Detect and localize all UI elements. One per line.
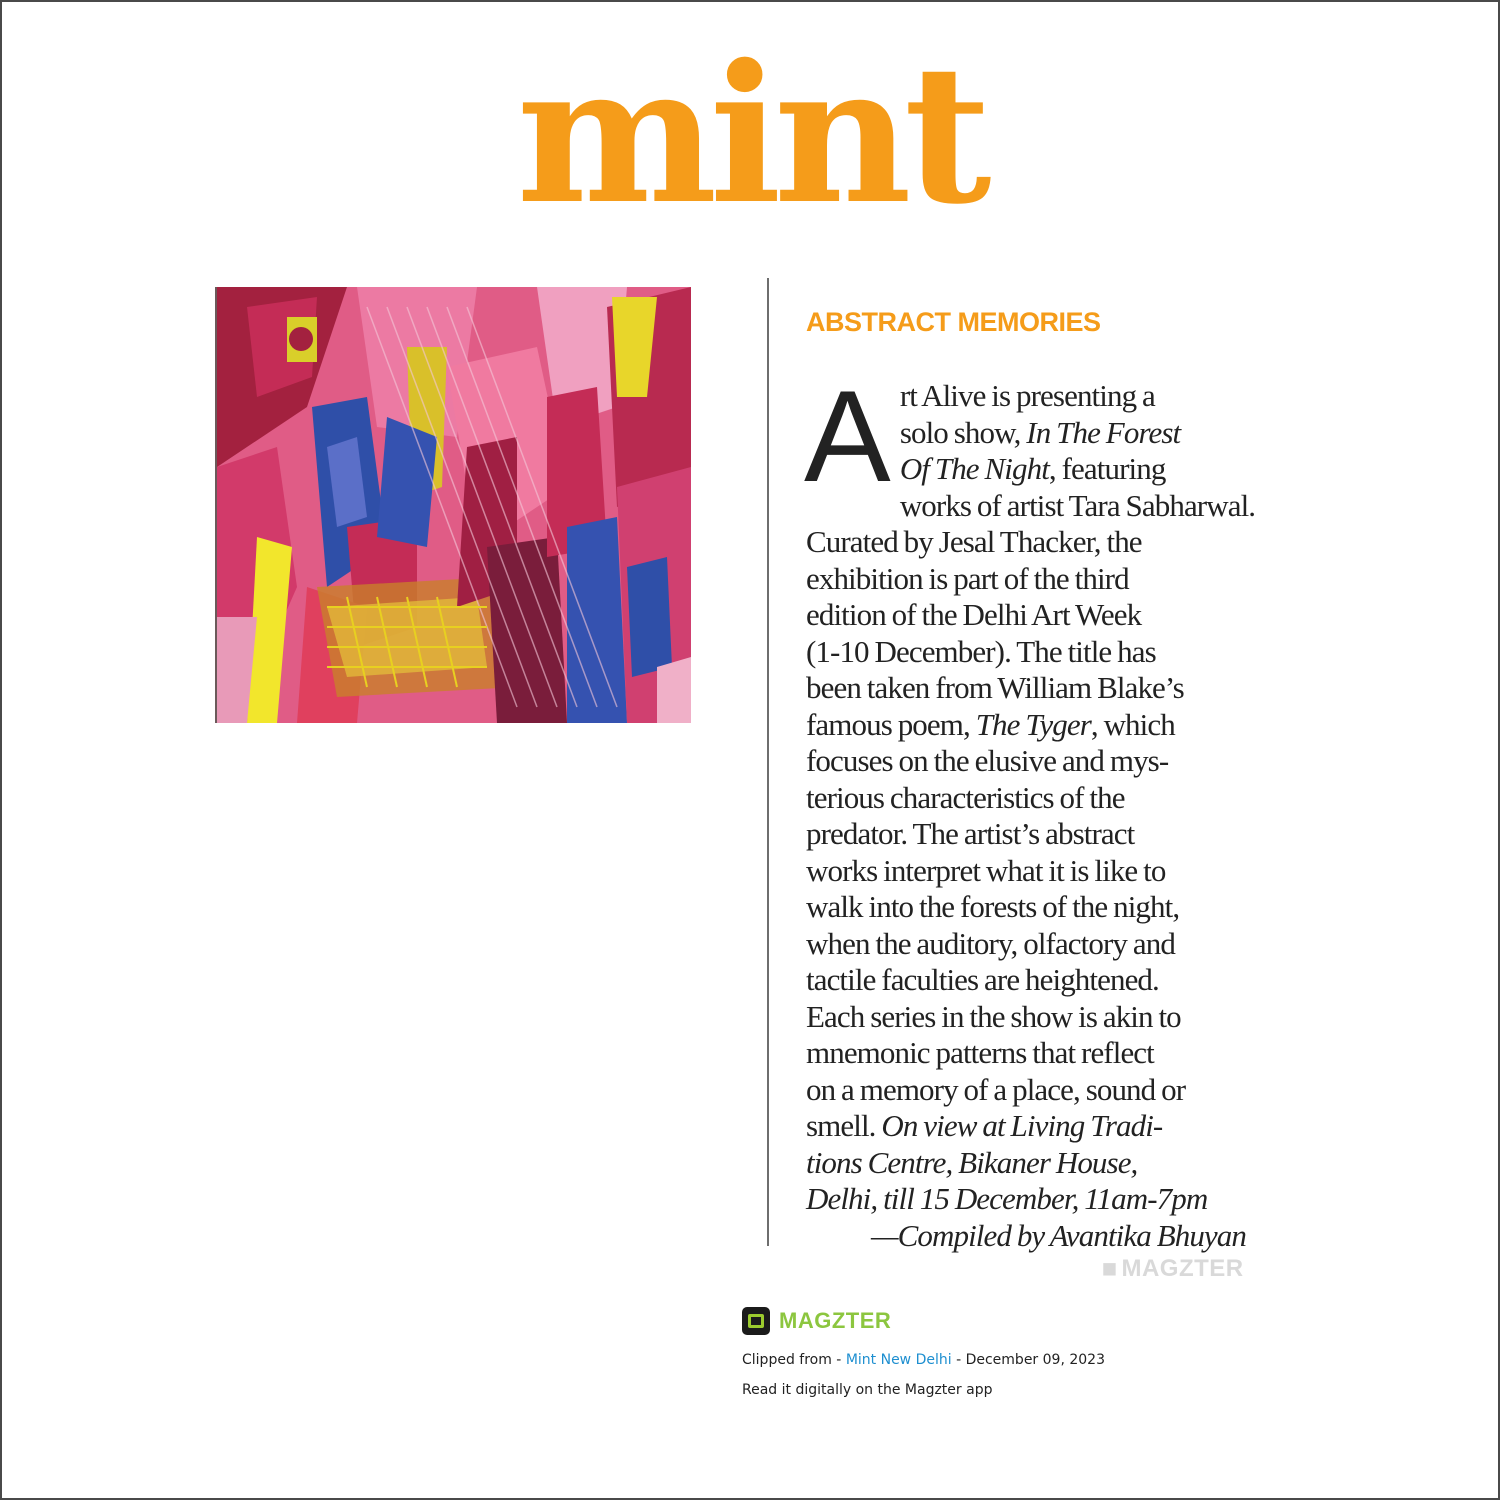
body-text: tactile faculties are heightened. <box>806 962 1159 997</box>
magzter-brand[interactable] <box>742 1306 891 1336</box>
article-line <box>806 561 1246 598</box>
italic-text: Of The Night <box>899 451 1049 486</box>
article-line <box>806 926 1246 963</box>
body-text: Curated by Jesal Thacker, the <box>806 524 1142 559</box>
magzter-watermark <box>1102 1255 1244 1283</box>
article-line <box>806 670 1246 707</box>
body-text: works interpret what it is like to <box>806 852 1166 888</box>
magzter-brand-name: MAGZTER <box>779 1308 892 1333</box>
italic-text: tions Centre, Bikaner House, <box>806 1144 1138 1180</box>
body-text: mnemonic patterns that reflect <box>806 1035 1154 1070</box>
body-text: smell. <box>806 1108 882 1143</box>
italic-text: In The Forest <box>1026 414 1181 450</box>
article-line <box>806 1072 1246 1109</box>
body-text: been taken from William Blake’s <box>806 670 1184 705</box>
body-text: edition of the Delhi Art Week <box>806 597 1142 632</box>
body-text: terious characteristics of the <box>806 779 1125 815</box>
body-text: walk into the forests of the night, <box>806 889 1180 924</box>
body-text: (1-10 December). The title has <box>806 633 1156 669</box>
body-text: solo show, <box>899 414 1027 450</box>
mint-logo: mint <box>516 23 984 246</box>
article-line <box>806 1108 1246 1145</box>
article-line <box>806 1145 1246 1182</box>
magzter-app-icon <box>742 1307 770 1335</box>
italic-text: On view at Living Tradi- <box>881 1108 1163 1143</box>
article-line <box>806 634 1246 671</box>
article-body <box>804 363 1256 1254</box>
clipped-from-line <box>742 1352 1105 1368</box>
article-line <box>806 743 1246 780</box>
body-text: exhibition is part of the third <box>806 560 1129 596</box>
article-line <box>806 816 1246 853</box>
article-line <box>806 780 1246 817</box>
italic-text: The Tyger <box>975 706 1091 742</box>
body-text: when the auditory, olfactory and <box>806 925 1175 961</box>
article-line <box>806 1181 1246 1218</box>
article-line <box>806 524 1246 561</box>
article-line <box>806 707 1246 744</box>
article-line <box>806 853 1246 890</box>
italic-text: Delhi, till 15 December, 11am-7pm <box>806 1181 1208 1216</box>
article-credit: —Compiled by Avantika Bhuyan <box>870 1217 1246 1253</box>
article-line <box>806 962 1246 999</box>
body-text: predator. The artist’s abstract <box>806 816 1135 851</box>
watermark-text: MAGZTER <box>1121 1255 1244 1282</box>
article-line <box>806 1035 1246 1072</box>
body-text: famous poem, <box>806 706 976 742</box>
body-text: works of artist Tara Sabharwal. <box>899 487 1256 523</box>
body-text: Each series in the show is akin to <box>806 998 1181 1034</box>
clip-date: - December 09, 2023 <box>951 1352 1105 1368</box>
body-text: , featuring <box>1048 451 1166 486</box>
body-text: rt Alive is presenting a <box>899 378 1155 413</box>
article-line <box>806 889 1246 926</box>
article-line <box>806 999 1246 1036</box>
column-divider <box>767 278 769 1246</box>
body-text: , which <box>1090 706 1175 742</box>
publication-link[interactable]: Mint New Delhi <box>845 1352 952 1368</box>
body-text: focuses on the elusive and mys- <box>806 743 1169 778</box>
abstract-painting-image <box>215 287 691 723</box>
article-line <box>806 597 1246 634</box>
body-text: on a memory of a place, sound or <box>806 1071 1186 1107</box>
clipped-prefix: Clipped from - <box>742 1352 846 1368</box>
drop-cap: A <box>804 363 890 509</box>
magzter-mark-icon: ◼ <box>1102 1258 1118 1278</box>
read-digitally-note: Read it digitally on the Magzter app <box>742 1382 993 1398</box>
article-headline: ABSTRACT MEMORIES <box>806 307 1101 337</box>
